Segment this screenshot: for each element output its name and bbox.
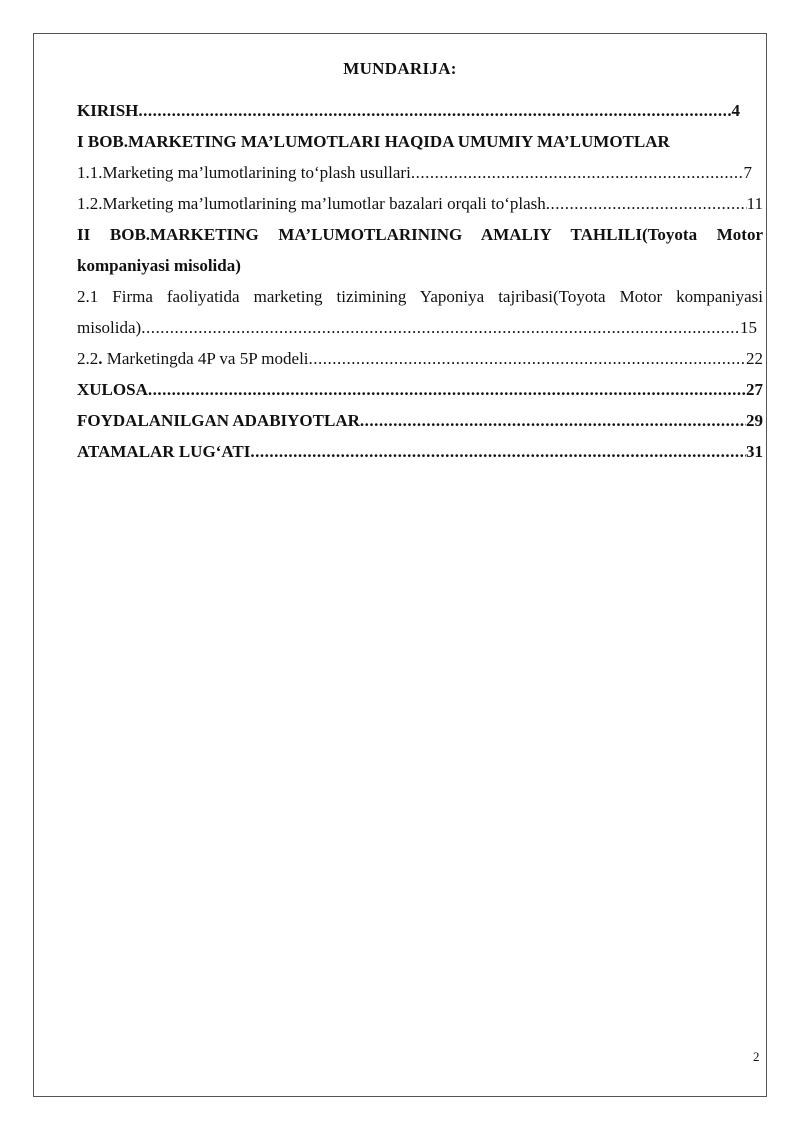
toc-entry-xulosa[interactable]: XULOSA ..... 27 — [77, 374, 763, 405]
toc-entry-lugati[interactable]: ATAMALAR LUG‘ATI ..... 31 — [77, 436, 763, 467]
toc-entry-2-2[interactable]: 2.2. Marketingda 4P va 5P modeli ..... 22 — [77, 343, 763, 374]
toc-entry-chapter-1[interactable]: I BOB.MARKETING MA’LUMOTLARI HAQIDA UMUMIY MA’LUMOTLAR — [77, 132, 670, 151]
toc-entry-kirish[interactable]: KIRISH ..... 4 — [77, 95, 740, 126]
dot-leader — [309, 343, 746, 374]
toc-entry-1-2[interactable]: 1.2.Marketing ma’lumotlarining ma’lumotlar bazalari orqali to‘plash ..... 11 — [77, 188, 763, 219]
toc-entry-1-1[interactable]: 1.1.Marketing ma’lumotlarining to‘plash usullari ..... 7 — [77, 157, 752, 188]
dot-leader — [360, 405, 746, 436]
table-of-contents — [77, 95, 763, 467]
toc-title: MUNDARIJA: — [343, 59, 457, 78]
dot-leader — [546, 188, 747, 219]
toc-entry-adabiyotlar[interactable]: FOYDALANILGAN ADABIYOTLAR ..... 29 — [77, 405, 763, 436]
dot-leader — [148, 374, 746, 405]
toc-entry-chapter-2[interactable]: II BOB.MARKETING MA’LUMOTLARINING AMALIY TAHLILI(Toyota Motor kompaniyasi misolida) — [77, 225, 763, 275]
dot-leader — [138, 95, 731, 126]
dot-leader — [250, 436, 746, 467]
dot-leader — [141, 312, 740, 343]
dot-leader — [411, 157, 744, 188]
page-number: 2 — [753, 1049, 760, 1064]
toc-entry-2-1[interactable]: 2.1 Firma faoliyatida marketing tizimining Yaponiya tajribasi(Toyota Motor kompaniyasi misolida) ..... 15 — [77, 281, 763, 343]
